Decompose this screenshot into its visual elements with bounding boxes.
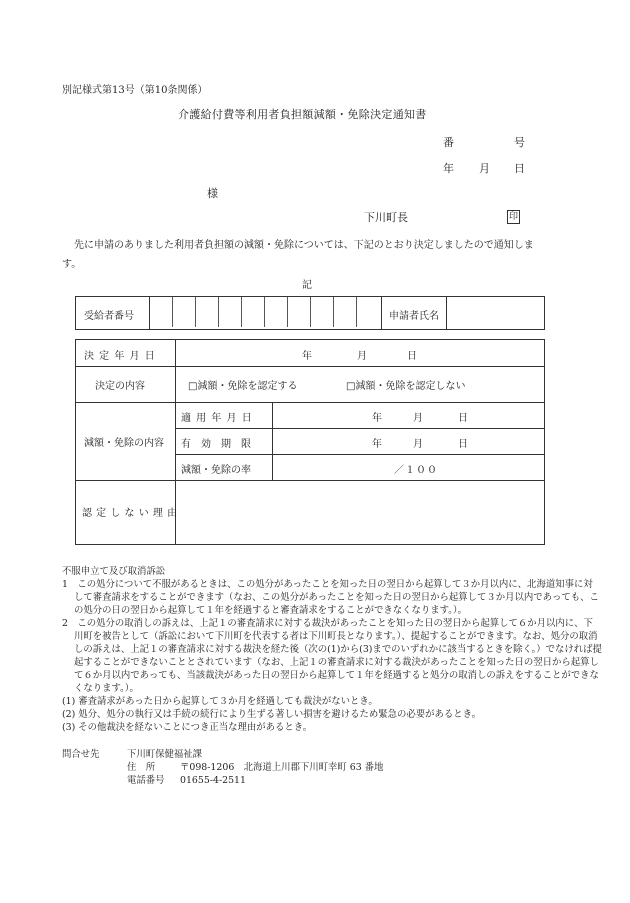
- divider: [381, 297, 382, 329]
- row-divider: [76, 366, 544, 367]
- digit-divider: [356, 297, 357, 327]
- row-divider: [76, 402, 544, 403]
- appeal-notes: [62, 565, 602, 734]
- apply-date-month: 月: [413, 413, 423, 424]
- digit-divider: [195, 297, 196, 327]
- digit-divider: [241, 297, 242, 327]
- notes-item-2: 2 この処分の取消しの訴えは、上記１の審査請求に対する裁決があったことを知った日の翌日から起算して６か月以内に、下川町を被告として（訴訟において下川町を代表する者は下川町長となります。）、提起することができます。なお、処分の取消しの訴えは、上記１の審査請求に対する裁決を経た後（次の(1)から(3)までのいずれかに該当するときを除く。）でなければ提起することができないこととされています（なお、上記１の審査請求に対する裁決があったことを知った日の翌日から起算して６か月以内であっても、当該裁決があった日の翌日から起算して１年を経過すると処分の取消しの訴えをすることができなくなります。）。: [62, 618, 602, 694]
- contact-phone: 01655-4-2511: [180, 775, 246, 786]
- number-label: 番: [443, 136, 454, 149]
- notes-sub-1: (1) 審査請求があった日から起算して３か月を経過しても裁決がないとき。: [62, 696, 378, 707]
- option-deny-checkbox[interactable]: □減額・免除を認定しない: [346, 381, 466, 392]
- intro-text: 先に申請のありました利用者負担額の減額・免除については、下記のとおり決定しましたので通知します。: [62, 240, 534, 270]
- contact-address: 〒098-1206 北海道上川郡下川町幸町 63 番地: [180, 762, 384, 773]
- recipient-number-label: 受給者番号: [84, 311, 134, 322]
- option-approve-checkbox[interactable]: □減額・免除を認定する: [188, 381, 298, 392]
- recipient-number-boxes[interactable]: [149, 297, 381, 329]
- valid-period-year: 年: [372, 439, 382, 450]
- digit-divider: [172, 297, 173, 327]
- contact-department: 下川町保健福祉課: [127, 749, 203, 760]
- notes-sub-3: (3) その他裁決を経ないことにつき正当な理由があるとき。: [62, 722, 313, 733]
- applicant-name-label: 申請者氏名: [389, 311, 439, 322]
- date-day: 日: [514, 162, 525, 175]
- reduction-content-label: 減額・免除の内容: [84, 438, 164, 449]
- decision-date-label: 決 定 年 月 日: [84, 351, 156, 362]
- rate-value: ／１００: [394, 465, 438, 476]
- apply-date-year: 年: [372, 413, 382, 424]
- addressee-suffix: 様: [207, 187, 218, 200]
- decision-table: [75, 339, 545, 545]
- form-id: 別記様式第13号（第10条関係）: [62, 85, 208, 96]
- seal-mark: 印: [508, 212, 518, 222]
- col-divider: [272, 402, 273, 480]
- reason-field[interactable]: [176, 481, 544, 544]
- valid-period-month: 月: [413, 439, 423, 450]
- applicant-name-field[interactable]: [447, 297, 544, 329]
- date-month: 月: [479, 162, 490, 175]
- row-divider: [175, 454, 544, 455]
- decision-content-label: 決定の内容: [95, 381, 145, 392]
- apply-date-day: 日: [458, 413, 468, 424]
- digit-divider: [310, 297, 311, 327]
- contact-address-label: 住 所: [127, 762, 156, 773]
- row-divider: [175, 428, 544, 429]
- decision-date-day: 日: [407, 351, 417, 362]
- number-suffix: 号: [514, 136, 525, 149]
- ki-mark: 記: [302, 280, 312, 291]
- valid-period-day: 日: [458, 439, 468, 450]
- digit-divider: [287, 297, 288, 327]
- valid-period-label: 有 効 期 限: [181, 439, 251, 450]
- rate-label: 減額・免除の率: [181, 465, 251, 476]
- digit-divider: [218, 297, 219, 327]
- decision-date-year: 年: [302, 351, 312, 362]
- contact-phone-label: 電話番号: [127, 775, 165, 786]
- recipient-table: [75, 296, 545, 330]
- decision-date-month: 月: [357, 351, 367, 362]
- apply-date-label: 適 用 年 月 日: [181, 413, 253, 424]
- digit-divider: [264, 297, 265, 327]
- digit-divider: [333, 297, 334, 327]
- reason-label: 認 定 し な い 理 由: [82, 508, 178, 519]
- notes-item-1: 1 この処分について不服があるときは、この処分があったことを知った日の翌日から起算して３か月以内に、北海道知事に対して審査請求をすることができます（なお、この処分があったことを知った日の翌日から起算して３か月以内であっても、この処分の日の翌日から起算して１年を経過すると審査請求をすることができなくなります。）。: [62, 579, 599, 616]
- contact-label: 問合せ先: [62, 749, 100, 760]
- notes-sub-2: (2) 処分、処分の執行又は手続の続行により生ずる著しい損害を避けるため緊急の必要があるとき。: [62, 709, 482, 720]
- notes-heading: 不服申立て及び取消訴訟: [62, 566, 166, 577]
- document-title: 介護給付費等利用者負担額減額・免除決定通知書: [178, 108, 427, 121]
- issuer-name: 下川町長: [364, 211, 408, 224]
- date-year: 年: [443, 162, 454, 175]
